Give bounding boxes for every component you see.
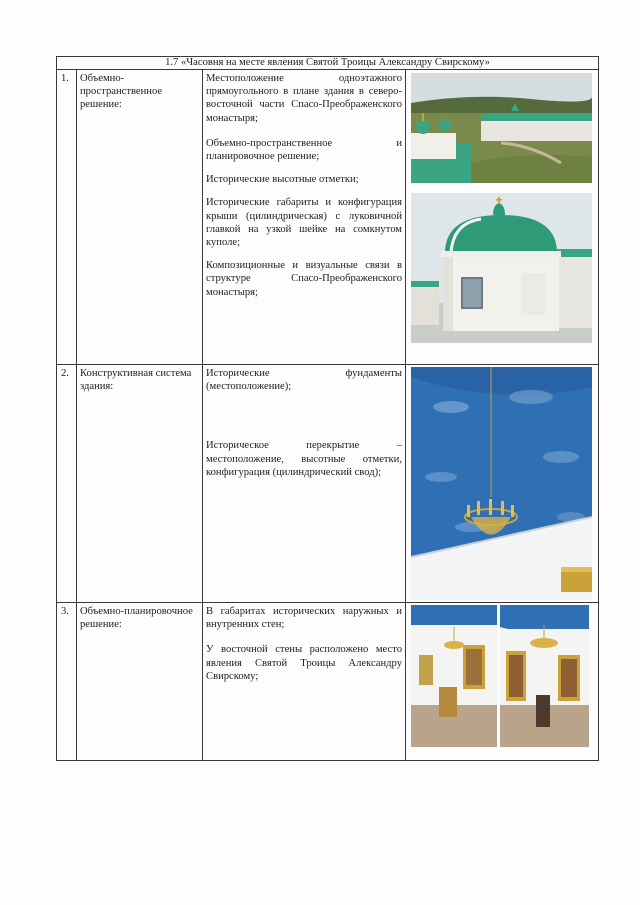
- list-item: Историческое перекрытие – местоположение, высотные отметки, конфигурация (цилиндрический свод);: [206, 440, 402, 478]
- chapel-exterior-photo: [411, 193, 592, 343]
- row-photos: [406, 603, 599, 761]
- row-description: [203, 365, 406, 603]
- row-number: 2.: [57, 365, 77, 603]
- list-item: Исторические высотные отметки;: [206, 174, 359, 186]
- list-item: У восточной стены расположено место явления Святой Троицы Александру Свирскому;: [206, 644, 402, 682]
- row-photos: [406, 70, 599, 365]
- section-title: 1.7 «Часовня на месте явления Святой Троицы Александру Свирскому»: [57, 57, 599, 70]
- painted-vault-photo: [411, 367, 592, 600]
- interior-left-photo: [411, 605, 497, 747]
- list-item: Исторические габариты и конфигурация крыши (цилиндрическая) с луковичной главкой на узкой шейке на сомкнутом куполе;: [206, 197, 402, 249]
- interior-right-photo: [500, 605, 589, 747]
- list-item: Объемно-пространственное и планировочное решение;: [206, 137, 402, 163]
- row-number: 1.: [57, 70, 77, 365]
- row-category: Объемно-пространственное решение:: [77, 70, 203, 365]
- list-item: Местоположение одноэтажного прямоугольного в плане здания в северо-восточной части Спасо-Преображенского монастыря;: [206, 73, 402, 124]
- row-description: [203, 70, 406, 365]
- row-number: 3.: [57, 603, 77, 761]
- aerial-view-photo: [411, 73, 592, 183]
- list-item: Исторические фундаменты (местоположение);: [206, 368, 402, 393]
- table-row: [57, 70, 599, 365]
- row-category: Объемно-планировочное решение:: [77, 603, 203, 761]
- row-description: [203, 603, 406, 761]
- section-title-row: [57, 57, 599, 70]
- list-item: В габаритах исторических наружных и внутренних стен;: [206, 606, 402, 631]
- protection-subject-table: [56, 56, 599, 761]
- table-row: [57, 365, 599, 603]
- list-item: Композиционные и визуальные связи в структуре Спасо-Преображенского монастыря;: [206, 260, 402, 298]
- table-row: [57, 603, 599, 761]
- row-category: Конструктивная система здания:: [77, 365, 203, 603]
- row-photos: [406, 365, 599, 603]
